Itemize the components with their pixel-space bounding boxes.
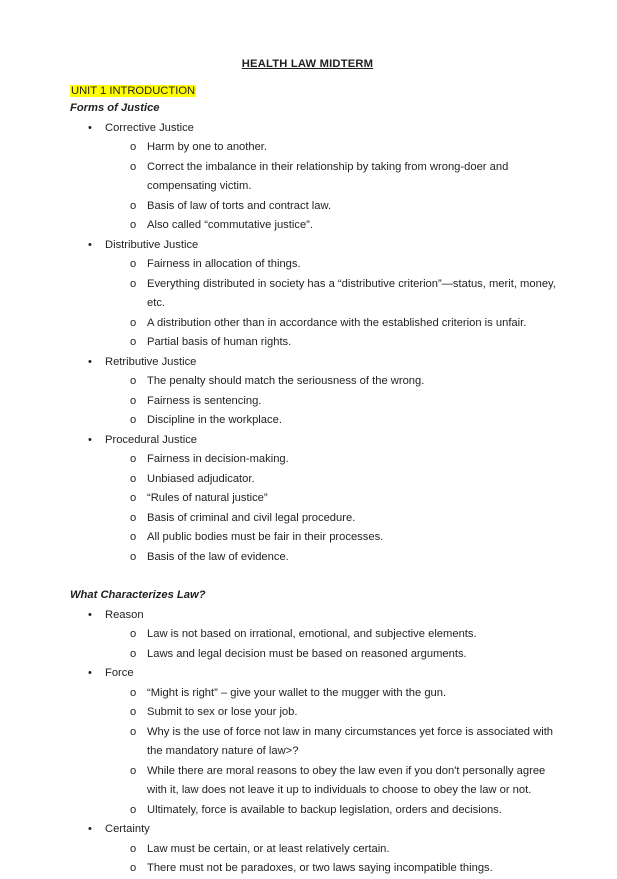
sub-list-item-text: Unbiased adjudicator. [147,472,255,485]
sub-bullet-list [105,840,561,879]
sub-list-item-text: Partial basis of human rights. [147,336,292,348]
sub-bullet-icon: o [130,764,137,777]
unit-heading-highlight: UNIT 1 INTRODUCTION [71,85,196,97]
sub-list-item [105,489,561,509]
sub-list-item-text: There must not be paradoxes, or two laws saying incompatible things. [147,862,493,874]
sub-list-item-text: Fairness in decision-making. [147,453,289,465]
sub-list-item-text: Everything distributed in society has a “distributive criterion”—status, merit, money, etc. [147,277,556,309]
sub-list-item [105,197,561,217]
sub-list-item-text: Correct the imbalance in their relationship by taking from wrong-doer and compensating victim. [147,160,509,192]
sub-list-item [105,801,561,821]
bullet-list [70,606,561,879]
sub-list-item [105,645,561,665]
sub-bullet-icon: o [130,492,137,504]
sub-list-item-text: Law must be certain, or at least relatively certain. [147,842,390,855]
sub-bullet-list [105,372,561,431]
sub-bullet-icon: o [130,842,137,855]
sub-bullet-icon: o [130,647,137,660]
sub-list-item [105,158,561,197]
sub-bullet-icon: o [130,628,137,640]
sub-bullet-icon: o [130,453,137,465]
list-item [70,820,561,879]
sub-list-item [105,216,561,236]
list-item-label: Corrective Justice [105,121,194,134]
bullet-icon: • [88,238,92,251]
sub-bullet-icon: o [130,160,137,173]
bullet-icon: • [88,608,92,621]
sub-list-item [105,840,561,860]
sub-bullet-icon: o [130,531,137,543]
sub-list-item-text: The penalty should match the seriousness of the wrong. [147,375,425,387]
sub-bullet-icon: o [130,141,137,153]
sub-bullet-icon: o [130,219,137,231]
sub-bullet-icon: o [130,472,137,485]
bullet-icon: • [88,355,92,368]
sub-bullet-list [105,684,561,821]
sub-list-item [105,470,561,490]
section-heading: What Characterizes Law? [70,589,206,601]
sub-list-item [105,372,561,392]
sub-list-item [105,684,561,704]
list-item [70,664,561,820]
sub-bullet-icon: o [130,725,137,738]
sub-list-item [105,255,561,275]
section-heading: Forms of Justice [70,102,160,114]
sub-list-item-text: Why is the use of force not law in many circumstances yet force is associated with the mandatory nature of law>? [147,725,554,757]
list-item-label: Certainty [105,823,150,835]
sub-bullet-icon: o [130,511,137,524]
sub-list-item [105,548,561,568]
list-item-label: Retributive Justice [105,355,197,368]
sub-bullet-list [105,450,561,567]
sub-list-item [105,723,561,762]
bullet-icon: • [88,823,92,835]
list-item [70,606,561,665]
page-title: HEALTH LAW MIDTERM [241,58,374,70]
sub-list-item-text: “Might is right” – give your wallet to the mugger with the gun. [147,686,447,699]
sub-list-item-text: Laws and legal decision must be based on reasoned arguments. [147,647,467,660]
sub-list-item-text: Ultimately, force is available to backup legislation, orders and decisions. [147,803,502,816]
sub-list-item [105,528,561,548]
sub-list-item-text: Fairness in allocation of things. [147,258,301,270]
sub-list-item-text: Basis of criminal and civil legal procedure. [147,511,356,524]
sub-list-item [105,450,561,470]
sub-list-item [105,138,561,158]
section-spacer [70,567,561,586]
sub-list-item [105,625,561,645]
bullet-list [70,119,561,568]
list-item-label: Distributive Justice [105,238,199,251]
sub-list-item-text: All public bodies must be fair in their processes. [147,531,384,543]
list-item-label: Procedural Justice [105,433,198,446]
sub-bullet-icon: o [130,550,137,563]
sub-bullet-icon: o [130,686,137,699]
sub-list-item [105,762,561,801]
sub-list-item [105,411,561,431]
sub-bullet-icon: o [130,199,137,212]
sub-list-item [105,314,561,334]
sub-list-item-text: Also called “commutative justice”. [147,219,314,231]
sub-bullet-icon: o [130,375,137,387]
sub-list-item-text: “Rules of natural justice” [147,492,268,504]
list-item [70,236,561,353]
sub-list-item [105,703,561,723]
list-item-label: Reason [105,608,144,621]
list-item [70,431,561,568]
bullet-icon: • [88,433,92,446]
sub-bullet-list [105,625,561,664]
sub-list-item [105,859,561,879]
sub-list-item-text: Discipline in the workplace. [147,414,282,426]
sub-bullet-icon: o [130,862,137,874]
list-item [70,353,561,431]
sub-bullet-list [105,255,561,353]
sub-list-item [105,509,561,529]
sub-bullet-icon: o [130,394,137,407]
bullet-icon: • [88,121,92,134]
list-item-label: Force [105,667,134,679]
sub-list-item-text: Harm by one to another. [147,141,268,153]
unit-heading [70,84,561,99]
list-item [70,119,561,236]
sub-list-item-text: Law is not based on irrational, emotional, and subjective elements. [147,628,477,640]
sub-list-item-text: Fairness is sentencing. [147,394,262,407]
sub-list-item-text: Basis of law of torts and contract law. [147,199,332,212]
sub-bullet-list [105,138,561,236]
sub-list-item-text: Basis of the law of evidence. [147,550,289,563]
bullet-icon: • [88,667,92,679]
sub-bullet-icon: o [130,277,137,290]
sub-list-item [105,275,561,314]
sub-list-item-text: While there are moral reasons to obey the law even if you don't personally agree with it, law does not leave it up to individuals to choose to obey the law or not. [147,764,546,796]
sub-list-item [105,333,561,353]
sub-bullet-icon: o [130,706,137,718]
sub-bullet-icon: o [130,336,137,348]
document-body [70,99,561,879]
sub-bullet-icon: o [130,414,137,426]
sub-list-item-text: A distribution other than in accordance with the established criterion is unfair. [147,316,527,329]
sub-bullet-icon: o [130,803,137,816]
sub-bullet-icon: o [130,258,137,270]
sub-list-item-text: Submit to sex or lose your job. [147,706,298,718]
sub-bullet-icon: o [130,316,137,329]
sub-list-item [105,392,561,412]
